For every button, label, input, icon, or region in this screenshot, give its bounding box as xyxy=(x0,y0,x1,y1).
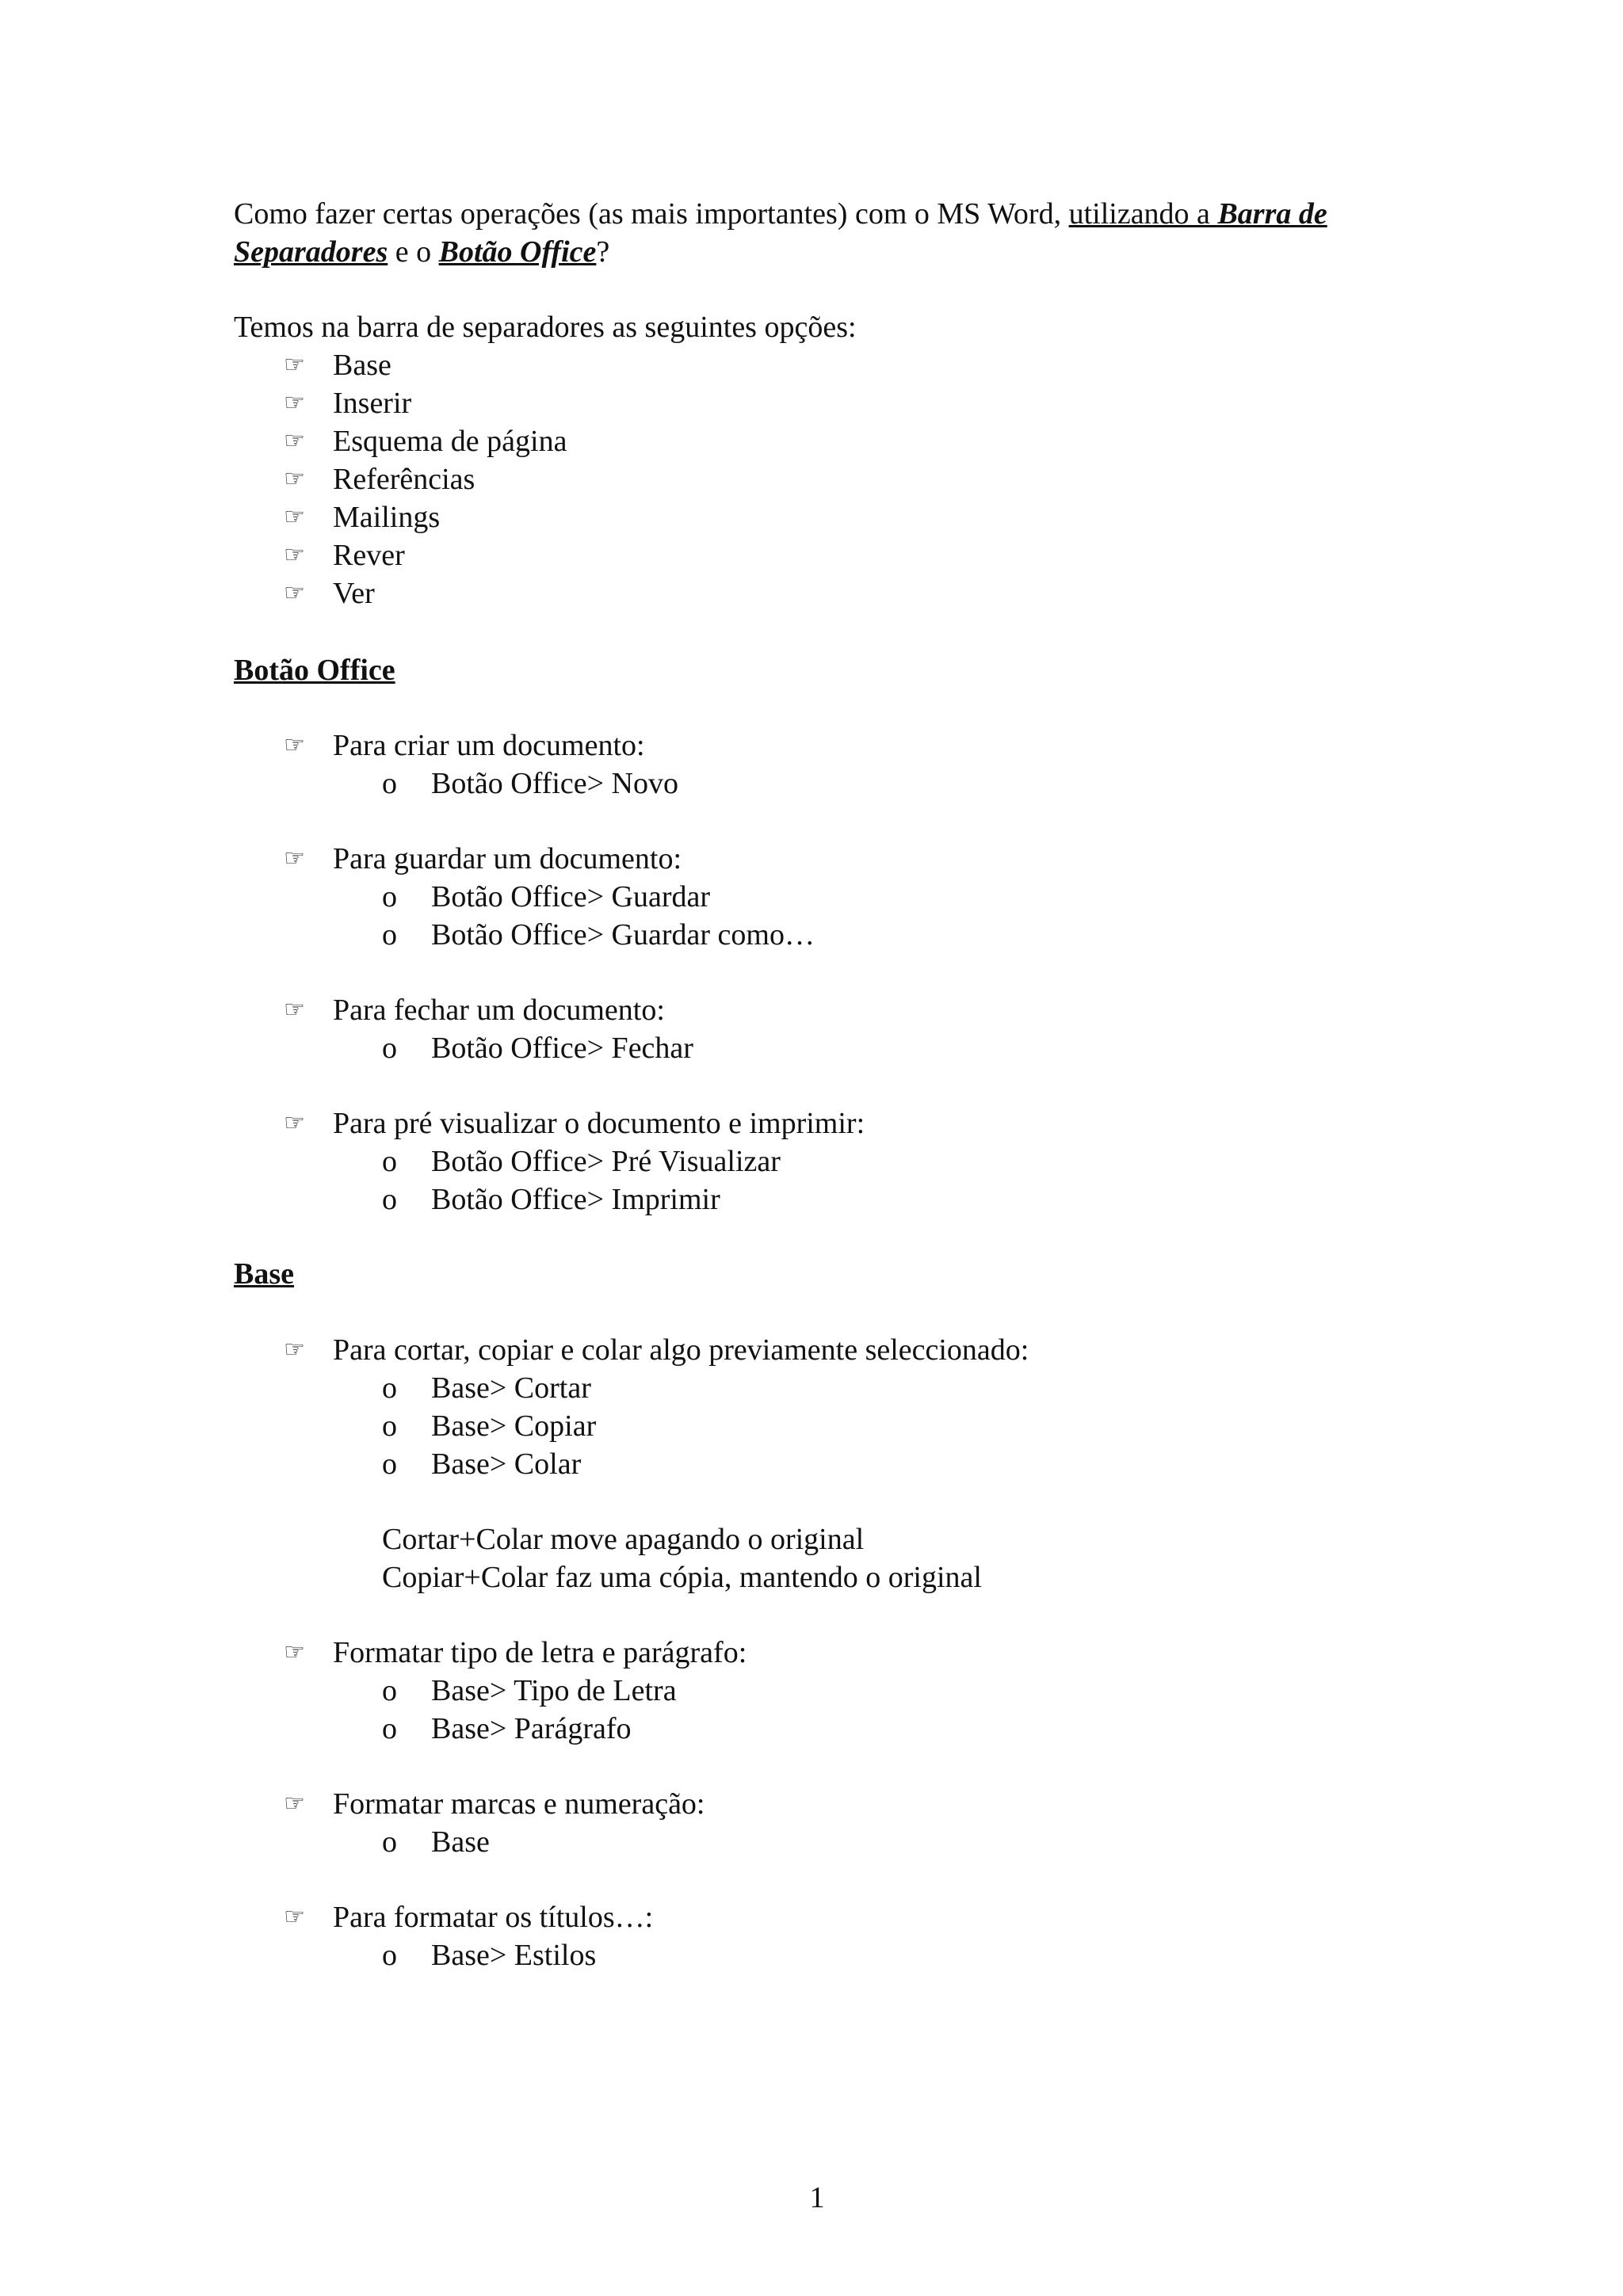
pointing-hand-icon: ☞ xyxy=(284,996,305,1024)
pointing-hand-icon: ☞ xyxy=(284,427,305,455)
note-text: Copiar+Colar faz uma cópia, mantendo o original xyxy=(382,1561,982,1594)
intro-botao-office: Botão Office xyxy=(438,235,597,269)
sub-item: Base xyxy=(431,1825,490,1859)
pointing-hand-icon: ☞ xyxy=(284,1790,305,1817)
sub-bullet: o xyxy=(382,1183,397,1216)
intro-underlined-text: utilizando a xyxy=(1068,197,1218,231)
sub-bullet: o xyxy=(382,1674,397,1707)
list-item: Para criar um documento: xyxy=(333,729,645,762)
sub-item: Base> Tipo de Letra xyxy=(431,1674,677,1707)
intro-text-3: ? xyxy=(596,235,610,269)
list-item: Formatar tipo de letra e parágrafo: xyxy=(333,1636,747,1669)
pointing-hand-icon: ☞ xyxy=(284,541,305,569)
list-item: Base xyxy=(333,349,391,382)
list-item: Para pré visualizar o documento e imprimir: xyxy=(333,1107,865,1140)
pointing-hand-icon: ☞ xyxy=(284,1903,305,1931)
pointing-hand-icon: ☞ xyxy=(284,731,305,759)
list-item: Referências xyxy=(333,463,475,496)
list-item: Para fechar um documento: xyxy=(333,994,665,1027)
list-item: Para formatar os títulos…: xyxy=(333,1901,654,1934)
list-item: Formatar marcas e numeração: xyxy=(333,1787,705,1821)
sub-bullet: o xyxy=(382,1409,397,1443)
sub-item: Base> Copiar xyxy=(431,1409,597,1443)
sub-bullet: o xyxy=(382,767,397,800)
sub-item: Botão Office> Imprimir xyxy=(431,1183,720,1216)
intro-paragraph xyxy=(234,195,1407,271)
sub-bullet: o xyxy=(382,1939,397,1972)
pointing-hand-icon: ☞ xyxy=(284,1336,305,1363)
section-heading-botao-office: Botão Office xyxy=(234,654,395,687)
sub-item: Base> Colar xyxy=(431,1447,582,1481)
tabs-intro: Temos na barra de separadores as seguintes opções: xyxy=(234,311,857,344)
pointing-hand-icon: ☞ xyxy=(284,1109,305,1137)
list-item: Para cortar, copiar e colar algo previamente seleccionado: xyxy=(333,1333,1029,1367)
list-item: Esquema de página xyxy=(333,425,567,458)
intro-barra-separadores: Barra de Separadores xyxy=(234,197,1327,269)
pointing-hand-icon: ☞ xyxy=(284,579,305,607)
sub-bullet: o xyxy=(382,1145,397,1178)
sub-bullet: o xyxy=(382,918,397,952)
note-text: Cortar+Colar move apagando o original xyxy=(382,1523,865,1556)
pointing-hand-icon: ☞ xyxy=(284,351,305,379)
sub-item: Base> Cortar xyxy=(431,1371,591,1405)
list-item: Ver xyxy=(333,577,375,610)
sub-bullet: o xyxy=(382,880,397,913)
sub-bullet: o xyxy=(382,1371,397,1405)
section-heading-base: Base xyxy=(234,1257,294,1291)
list-item: Mailings xyxy=(333,501,441,534)
list-item: Para guardar um documento: xyxy=(333,842,682,875)
sub-bullet: o xyxy=(382,1447,397,1481)
pointing-hand-icon: ☞ xyxy=(284,503,305,531)
intro-text-2: e o xyxy=(388,235,439,269)
list-item: Inserir xyxy=(333,387,412,420)
list-item: Rever xyxy=(333,539,405,572)
intro-text-1: Como fazer certas operações (as mais importantes) com o MS Word, xyxy=(234,197,1069,231)
pointing-hand-icon: ☞ xyxy=(284,845,305,872)
sub-item: Botão Office> Novo xyxy=(431,767,678,800)
pointing-hand-icon: ☞ xyxy=(284,1638,305,1666)
sub-item: Botão Office> Guardar xyxy=(431,880,711,913)
sub-item: Base> Parágrafo xyxy=(431,1712,632,1745)
sub-item: Botão Office> Pré Visualizar xyxy=(431,1145,781,1178)
page-number: 1 xyxy=(809,2181,825,2214)
sub-bullet: o xyxy=(382,1032,397,1065)
sub-bullet: o xyxy=(382,1825,397,1859)
pointing-hand-icon: ☞ xyxy=(284,389,305,417)
pointing-hand-icon: ☞ xyxy=(284,465,305,493)
sub-item: Base> Estilos xyxy=(431,1939,597,1972)
sub-item: Botão Office> Fechar xyxy=(431,1032,693,1065)
sub-bullet: o xyxy=(382,1712,397,1745)
sub-item: Botão Office> Guardar como… xyxy=(431,918,815,952)
